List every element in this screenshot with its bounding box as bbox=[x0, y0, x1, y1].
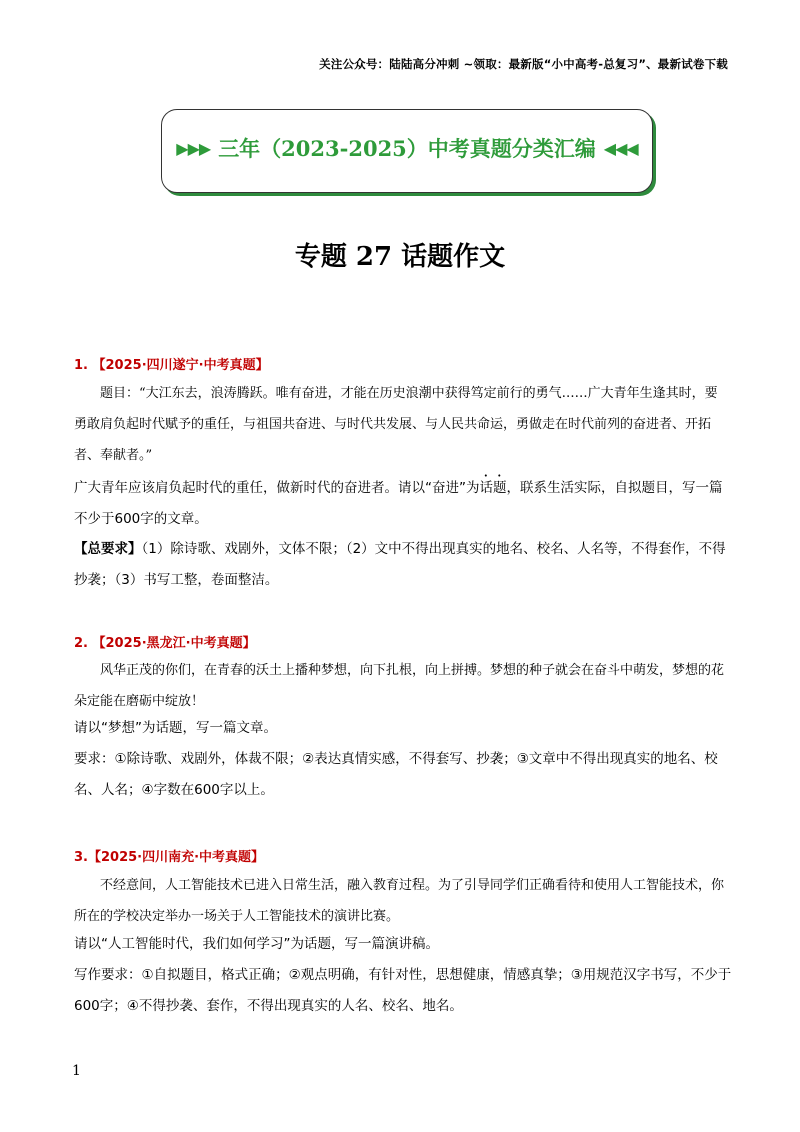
question-1-requirements bbox=[74, 534, 734, 596]
task-text-post: ，联系生活实际，自拟题目，写一篇不少于600字的文章。 bbox=[74, 480, 723, 527]
left-arrows-icon: ◀◀◀ bbox=[603, 138, 638, 158]
question-3-prompt: 不经意间，人工智能技术已进入日常生活，融入教育过程。为了引导同学们正确看待和使用人工智能技术，你所在的学校决定举办一场关于人工智能技术的演讲比赛。 bbox=[74, 878, 725, 924]
question-1-prompt: 题目：“大江东去，浪涛腾跃。唯有奋进，才能在历史浪潮中获得笃定前行的勇气……广大青年生逢其时，要勇敢肩负起时代赋予的重任，与祖国共奋进、与时代共发展、与人民共命运，勇做走在时代前列的奋进者、开拓者、奉献者。” bbox=[74, 386, 718, 463]
question-1-task bbox=[74, 472, 734, 535]
question-2-prompt: 风华正茂的你们，在青春的沃土上播种梦想，向下扎根，向上拼搏。梦想的种子就会在奋斗中萌发，梦想的花朵定能在磨砺中绽放！ bbox=[74, 663, 725, 709]
title-banner bbox=[161, 109, 653, 193]
page-title: 专题 27 话题作文 bbox=[294, 242, 506, 272]
question-3-task: 请以“人工智能时代，我们如何学习”为话题，写一篇演讲稿。 bbox=[74, 936, 439, 952]
question-2-requirements: 要求：①除诗歌、戏剧外，体裁不限；②表达真情实感，不得套写、抄袭；③文章中不得出现真实的地名、校名、人名；④字数在600字以上。 bbox=[74, 751, 718, 798]
header-note: 关注公众号：陆陆高分冲刺 ~领取：最新版“小中高考-总复习”、最新试卷下载 bbox=[319, 57, 728, 71]
banner-text: 三年（2023-2025）中考真题分类汇编 bbox=[218, 136, 596, 161]
question-3-requirements: 写作要求：①自拟题目，格式正确；②观点明确，有针对性，思想健康，情感真挚；③用规范汉字书写，不少于600字；④不得抄袭、套作，不得出现真实的人名、校名、地名。 bbox=[74, 967, 732, 1014]
question-1-heading: 1. 【2025·四川遂宁·中考真题】 bbox=[74, 358, 269, 373]
page-number: 1 bbox=[72, 1063, 81, 1079]
task-text-pre: 广大青年应该肩负起时代的重任，做新时代的奋进者。请以“奋进”为 bbox=[74, 480, 480, 496]
question-3-heading: 3.【2025·四川南充·中考真题】 bbox=[74, 850, 265, 865]
requirements-text: （1）除诗歌、戏剧外，文体不限；（2）文中不得出现真实的地名、校名、人名等，不得套作，不得抄袭；（3）书写工整，卷面整洁。 bbox=[74, 541, 726, 588]
question-2-task: 请以“梦想”为话题，写一篇文章。 bbox=[74, 720, 277, 736]
question-2-heading: 2. 【2025·黑龙江·中考真题】 bbox=[74, 636, 256, 651]
task-emphasis: 话题 bbox=[479, 480, 507, 496]
requirements-label: 【总要求】 bbox=[74, 541, 142, 557]
right-arrows-icon: ▶▶▶ bbox=[176, 138, 211, 158]
banner-inner bbox=[168, 130, 646, 166]
